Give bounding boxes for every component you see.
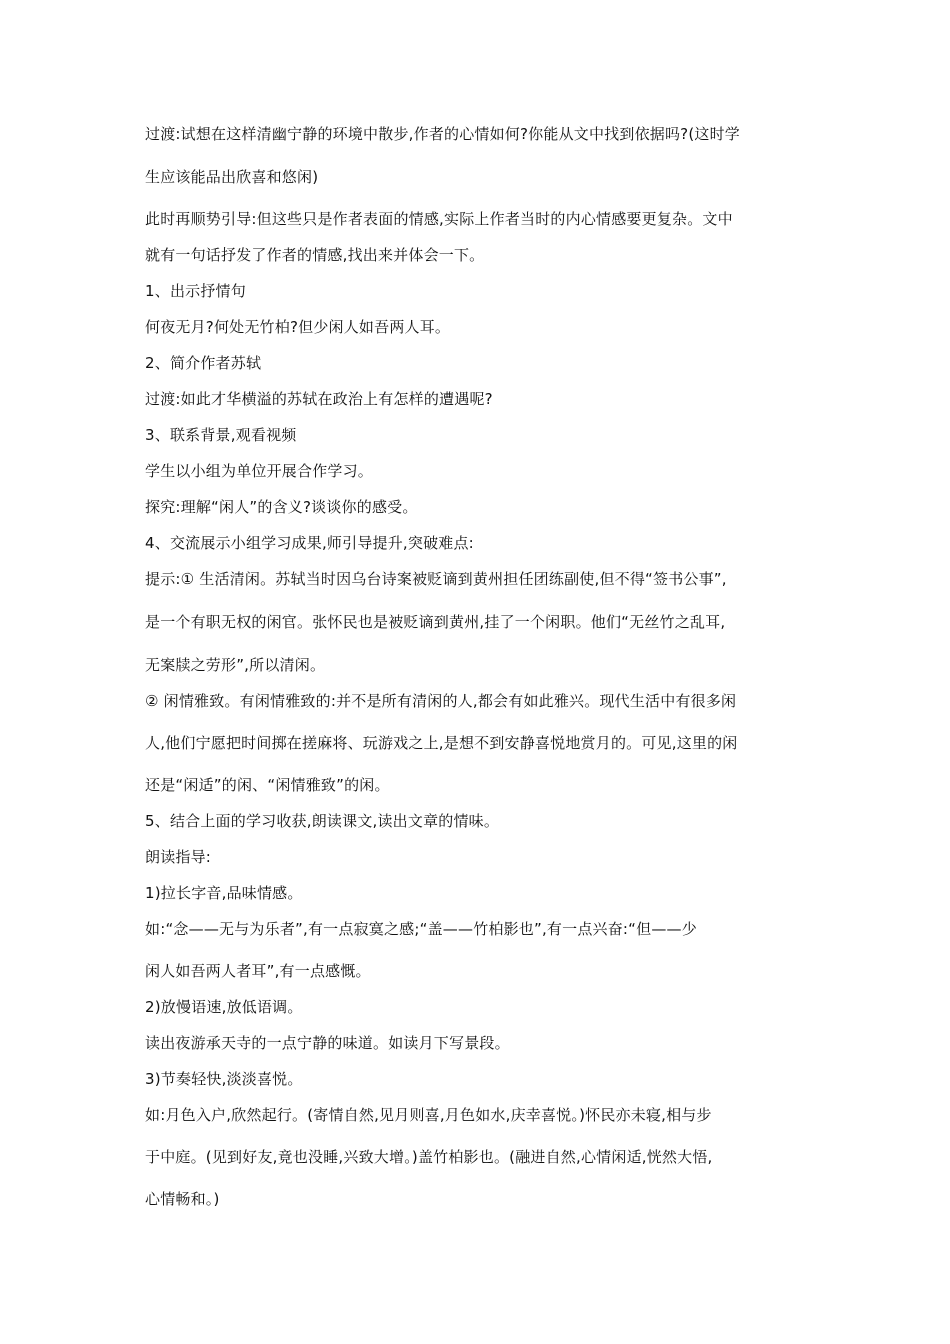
- text-line: 2)放慢语速,放低语调。: [145, 998, 303, 1016]
- section-heading: 4、交流展示小组学习成果,师引导提升,突破难点:: [145, 534, 474, 552]
- text-line: 朗读指导:: [145, 848, 212, 866]
- text-line: 就有一句话抒发了作者的情感,找出来并体会一下。: [145, 246, 485, 264]
- section-heading: 3、联系背景,观看视频: [145, 426, 297, 444]
- text-line: 如:“念——无与为乐者”,有一点寂寞之感;“盖——竹柏影也”,有一点兴奋:“但——少: [145, 920, 697, 938]
- text-line: ② 闲情雅致。有闲情雅致的:并不是所有清闲的人,都会有如此雅兴。现代生活中有很多闲: [145, 692, 737, 710]
- text-line: 还是“闲适”的闲、“闲情雅致”的闲。: [145, 776, 390, 794]
- text-line: 过渡:如此才华横溢的苏轼在政治上有怎样的遭遇呢?: [145, 390, 493, 408]
- text-line: 过渡:试想在这样清幽宁静的环境中散步,作者的心情如何?你能从文中找到依据吗?(这时学: [145, 125, 741, 143]
- section-heading: 5、结合上面的学习收获,朗读课文,读出文章的情味。: [145, 812, 500, 830]
- text-line: 1)拉长字音,品味情感。: [145, 884, 303, 902]
- text-line: 探究:理解“闲人”的含义?谈谈你的感受。: [145, 498, 418, 516]
- text-line: 人,他们宁愿把时间掷在搓麻将、玩游戏之上,是想不到安静喜悦地赏月的。可见,这里的闲: [145, 734, 738, 752]
- text-line: 学生以小组为单位开展合作学习。: [145, 462, 374, 480]
- text-line: 3)节奏轻快,淡淡喜悦。: [145, 1070, 303, 1088]
- text-line: 如:月色入户,欣然起行。(寄情自然,见月则喜,月色如水,庆幸喜悦。)怀民亦未寝,相与步: [145, 1106, 712, 1124]
- text-line: 提示:① 生活清闲。苏轼当时因乌台诗案被贬谪到黄州担任团练副使,但不得“签书公事”,: [145, 570, 727, 588]
- text-line: 读出夜游承天寺的一点宁静的味道。如读月下写景段。: [145, 1034, 510, 1052]
- text-line: 生应该能品出欣喜和悠闲): [145, 168, 319, 186]
- text-line: 无案牍之劳形”,所以清闲。: [145, 656, 326, 674]
- quote-line: 何夜无月?何处无竹柏?但少闲人如吾两人耳。: [145, 318, 451, 336]
- text-line: 是一个有职无权的闲官。张怀民也是被贬谪到黄州,挂了一个闲职。他们“无丝竹之乱耳,: [145, 613, 726, 631]
- text-line: 心情畅和。): [145, 1190, 220, 1208]
- section-heading: 1、出示抒情句: [145, 282, 246, 300]
- text-line: 此时再顺势引导:但这些只是作者表面的情感,实际上作者当时的内心情感要更复杂。文中: [145, 210, 733, 228]
- section-heading: 2、简介作者苏轼: [145, 354, 262, 372]
- text-line: 闲人如吾两人者耳”,有一点感慨。: [145, 962, 371, 980]
- text-line: 于中庭。(见到好友,竟也没睡,兴致大增。)盖竹柏影也。(融进自然,心情闲适,恍然大悟,: [145, 1148, 713, 1166]
